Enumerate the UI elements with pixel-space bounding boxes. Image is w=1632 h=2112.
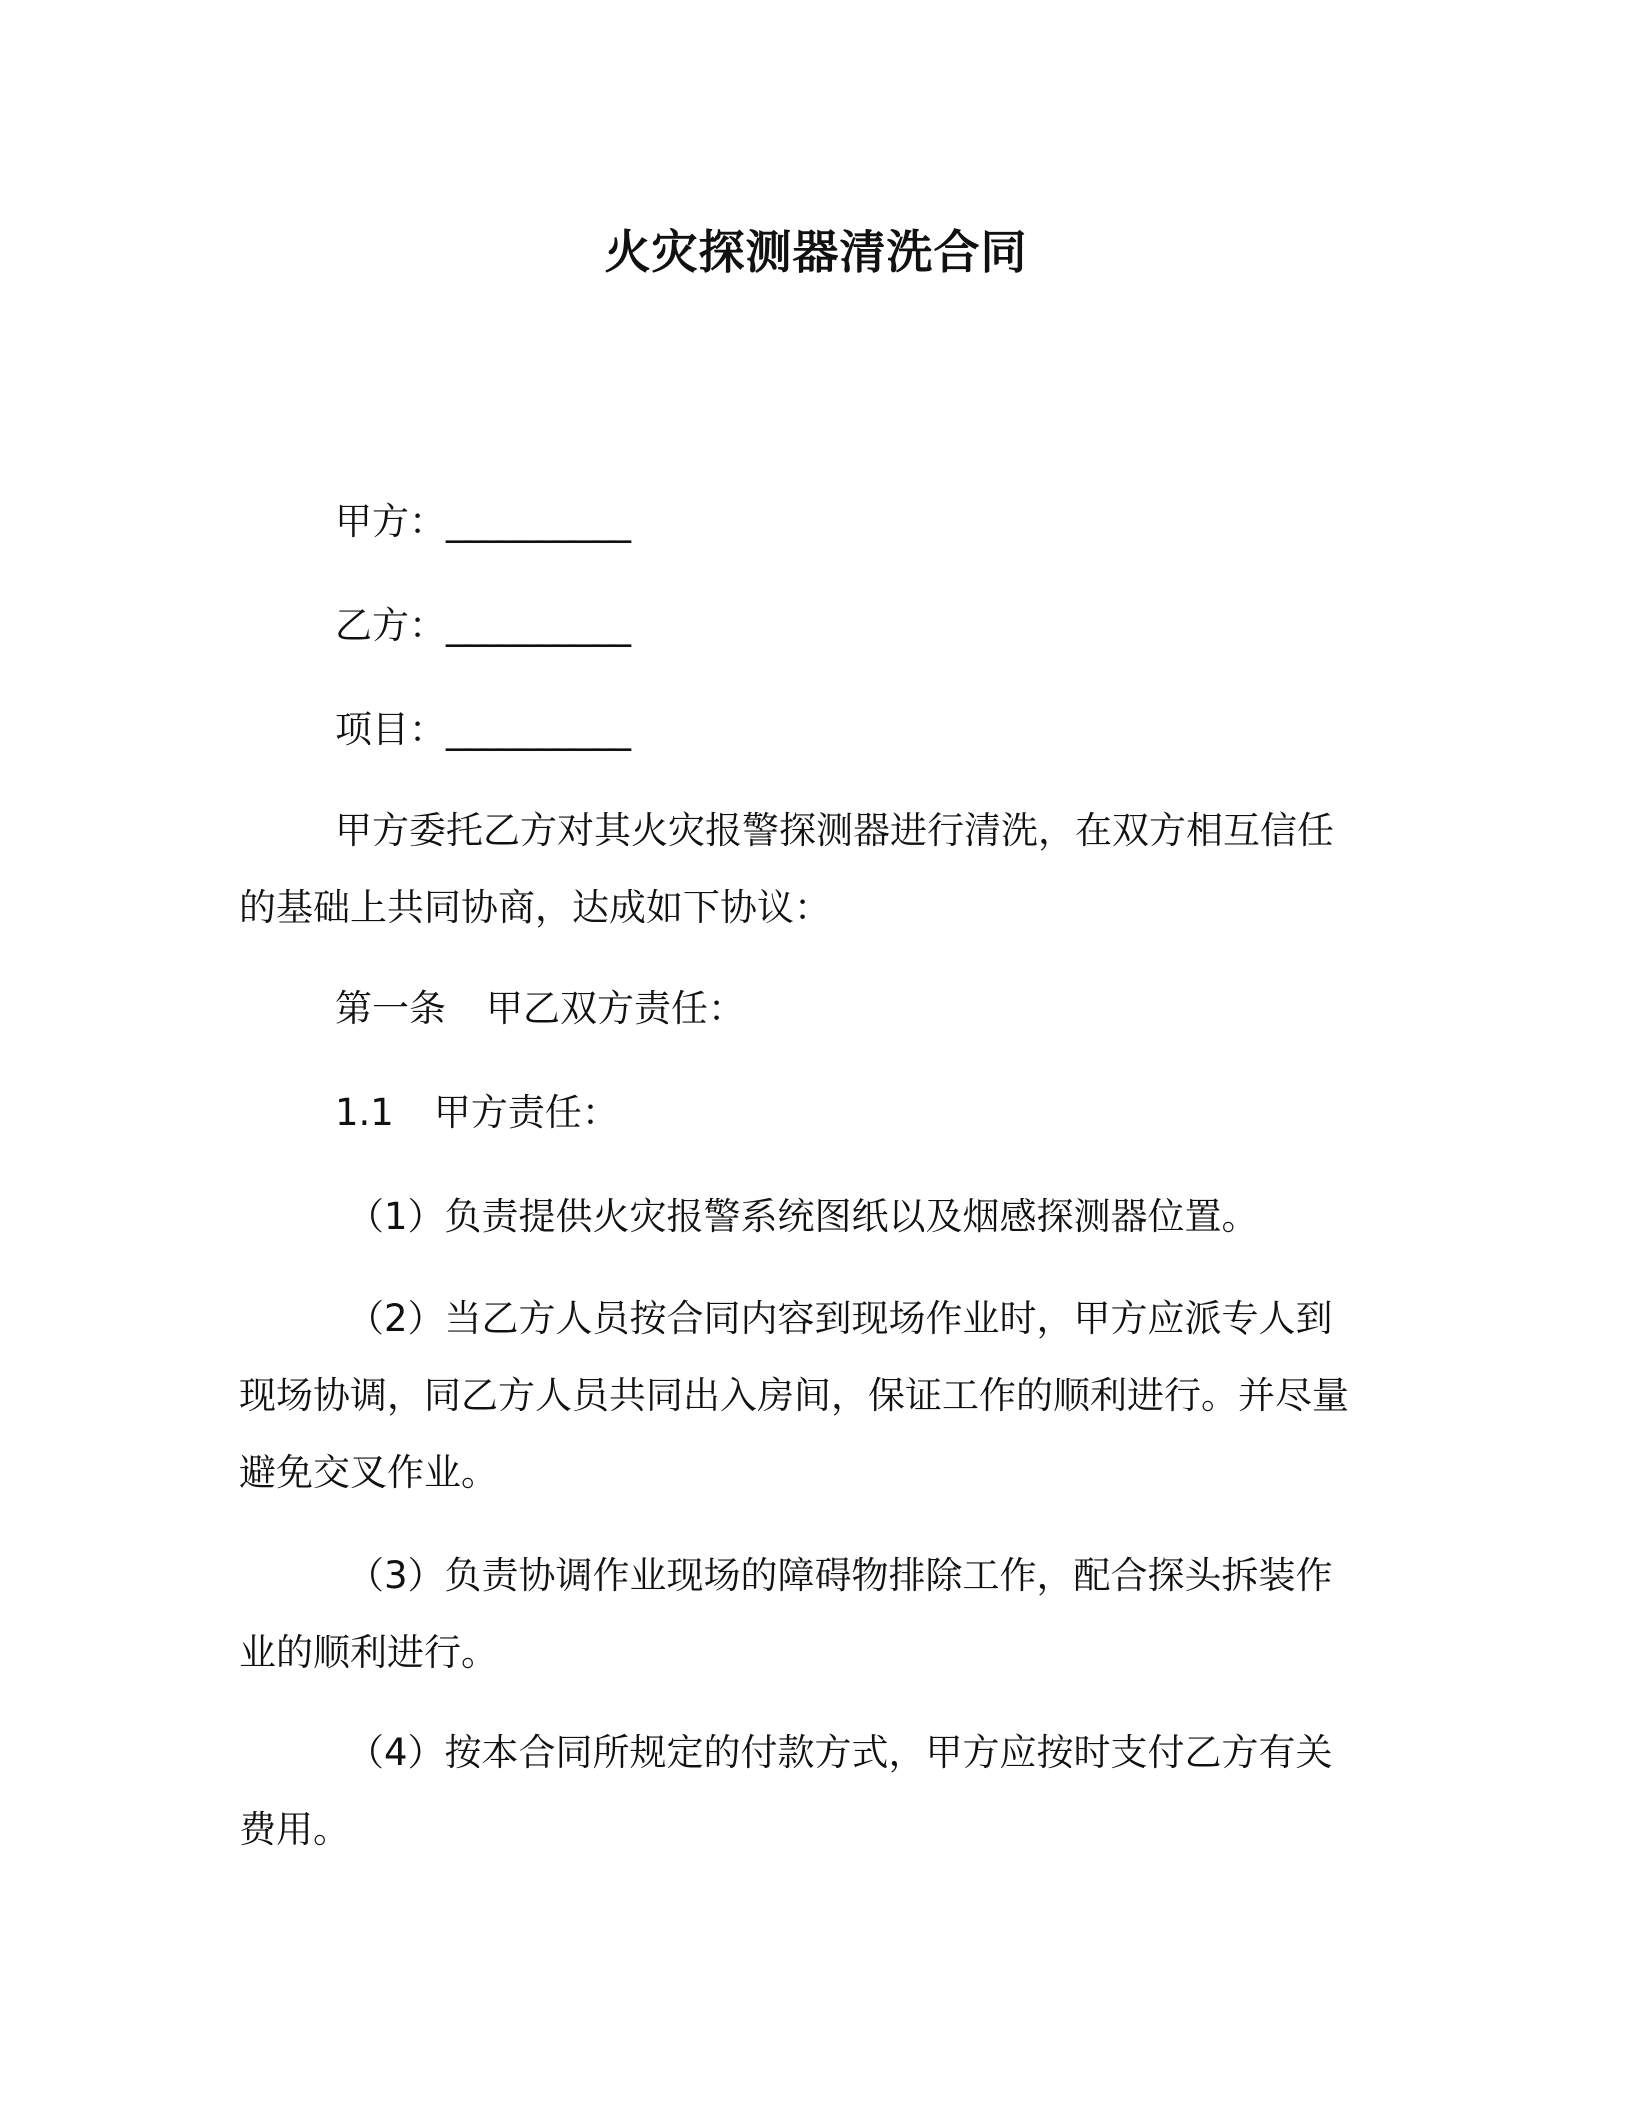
document-title: 火灾探测器清洗合同 [604, 225, 1028, 279]
intro-paragraph: 甲方委托乙方对其火灾报警探测器进行清洗，在双方相互信任的基础上共同协商，达成如下协议： [239, 809, 1334, 929]
section-1-1-text: 甲方责任： [433, 1091, 619, 1134]
list-item: （3）负责协调作业现场的障碍物排除工作，配合探头拆装作业的顺利进行。 [239, 1554, 1333, 1674]
list-item: （1）负责提供火灾报警系统图纸以及烟感探测器位置。 [347, 1195, 1259, 1238]
article-1-text: 甲乙双方责任： [486, 987, 745, 1030]
list-item: （4）按本合同所规定的付款方式，甲方应按时支付乙方有关费用。 [239, 1731, 1333, 1851]
list-item: （2）当乙方人员按合同内容到现场作业时，甲方应派专人到现场协调，同乙方人员共同出入房间，保证工作的顺利进行。并尽量避免交叉作业。 [239, 1297, 1349, 1494]
section-1-1-number: 1.1 [335, 1091, 394, 1134]
party-b-label: 乙方： [335, 604, 446, 647]
party-a-blank: __________ [446, 500, 631, 543]
party-a-label: 甲方： [335, 500, 446, 543]
project-label: 项目： [335, 708, 446, 751]
project-field [335, 705, 631, 755]
party-b-blank: __________ [446, 604, 631, 647]
party-a-field [335, 497, 631, 547]
section-1-1-heading [335, 1088, 619, 1138]
party-b-field [335, 601, 631, 651]
article-1-heading [335, 984, 745, 1034]
project-blank: __________ [446, 708, 631, 751]
article-1-number: 第一条 [335, 987, 446, 1030]
